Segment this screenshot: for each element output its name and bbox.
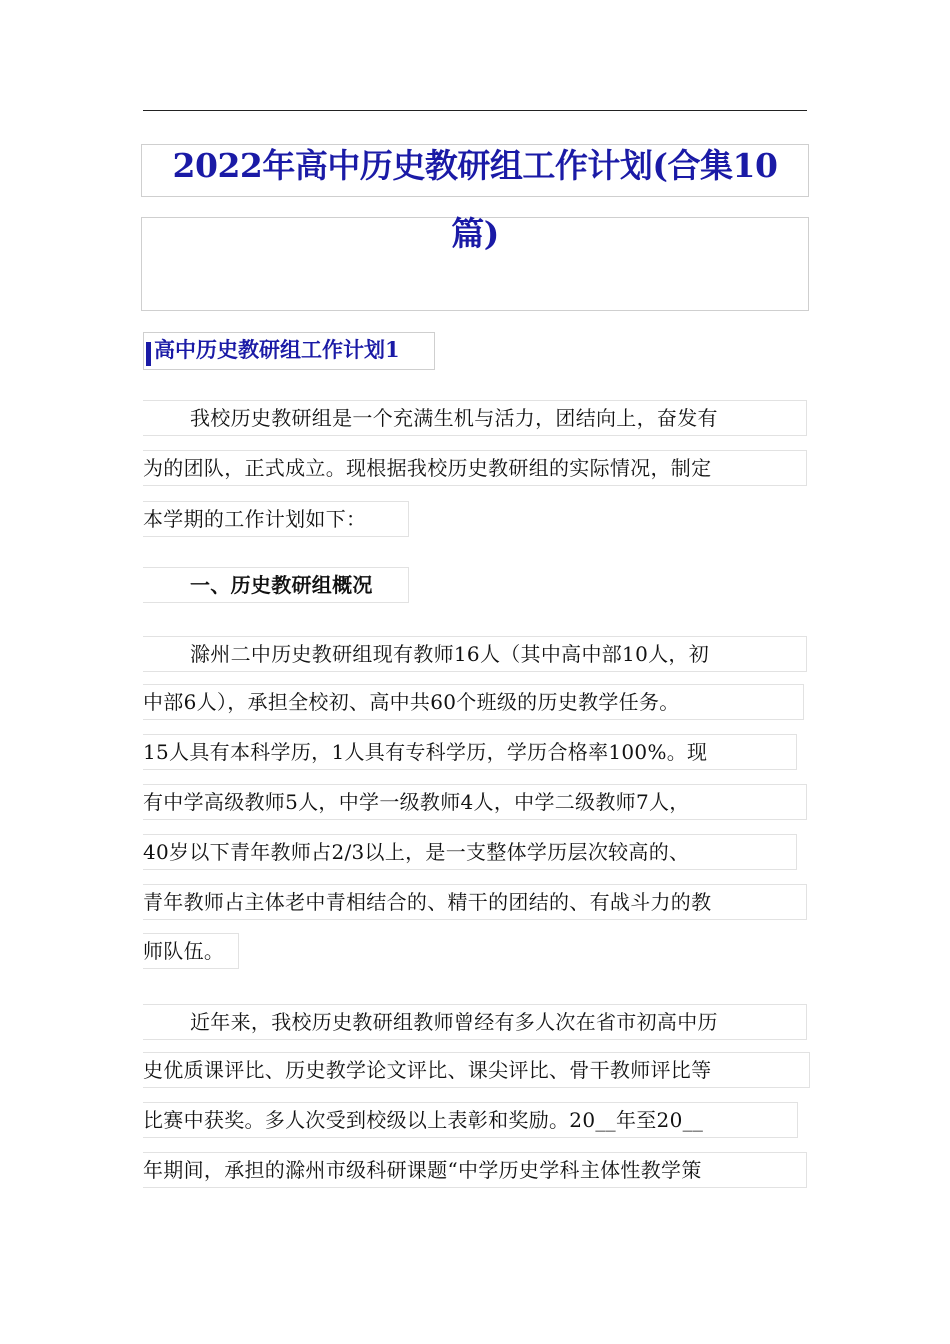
heading-marker xyxy=(146,342,151,366)
text-line: 中部6人），承担全校初、高中共60个班级的历史教学任务。 xyxy=(143,684,804,720)
document-title-line-2: 篇) xyxy=(451,214,499,253)
text-line: 本学期的工作计划如下： xyxy=(143,501,409,537)
document-title-line-1: 2022年高中历史教研组工作计划(合集10 xyxy=(172,146,778,185)
text-line: 15人具有本科学历，1人具有专科学历，学历合格率100%。现 xyxy=(143,734,797,770)
text-line: 我校历史教研组是一个充满生机与活力，团结向上，奋发有 xyxy=(143,400,807,436)
section-heading xyxy=(143,332,435,370)
text-line: 师队伍。 xyxy=(143,933,239,969)
section-heading-text: 高中历史教研组工作计划1 xyxy=(154,337,400,362)
text-line: 比赛中获奖。多人次受到校级以上表彰和奖励。20__年至20__ xyxy=(143,1102,798,1138)
text-line: 有中学高级教师5人，中学一级教师4人，中学二级教师7人， xyxy=(143,784,807,820)
header-rule xyxy=(143,110,807,111)
text-line: 史优质课评比、历史教学论文评比、课尖评比、骨干教师评比等 xyxy=(143,1052,810,1088)
text-line: 滁州二中历史教研组现有教师16人（其中高中部10人，初 xyxy=(143,636,807,672)
text-line: 近年来，我校历史教研组教师曾经有多人次在省市初高中历 xyxy=(143,1004,807,1040)
text-line: 为的团队，正式成立。现根据我校历史教研组的实际情况，制定 xyxy=(143,450,807,486)
text-line: 青年教师占主体老中青相结合的、精干的团结的、有战斗力的教 xyxy=(143,884,807,920)
text-line: 40岁以下青年教师占2/3以上，是一支整体学历层次较高的、 xyxy=(143,834,797,870)
text-line: 年期间，承担的滁州市级科研课题“中学历史学科主体性教学策 xyxy=(143,1152,807,1188)
subsection-heading: 一、历史教研组概况 xyxy=(143,567,409,603)
